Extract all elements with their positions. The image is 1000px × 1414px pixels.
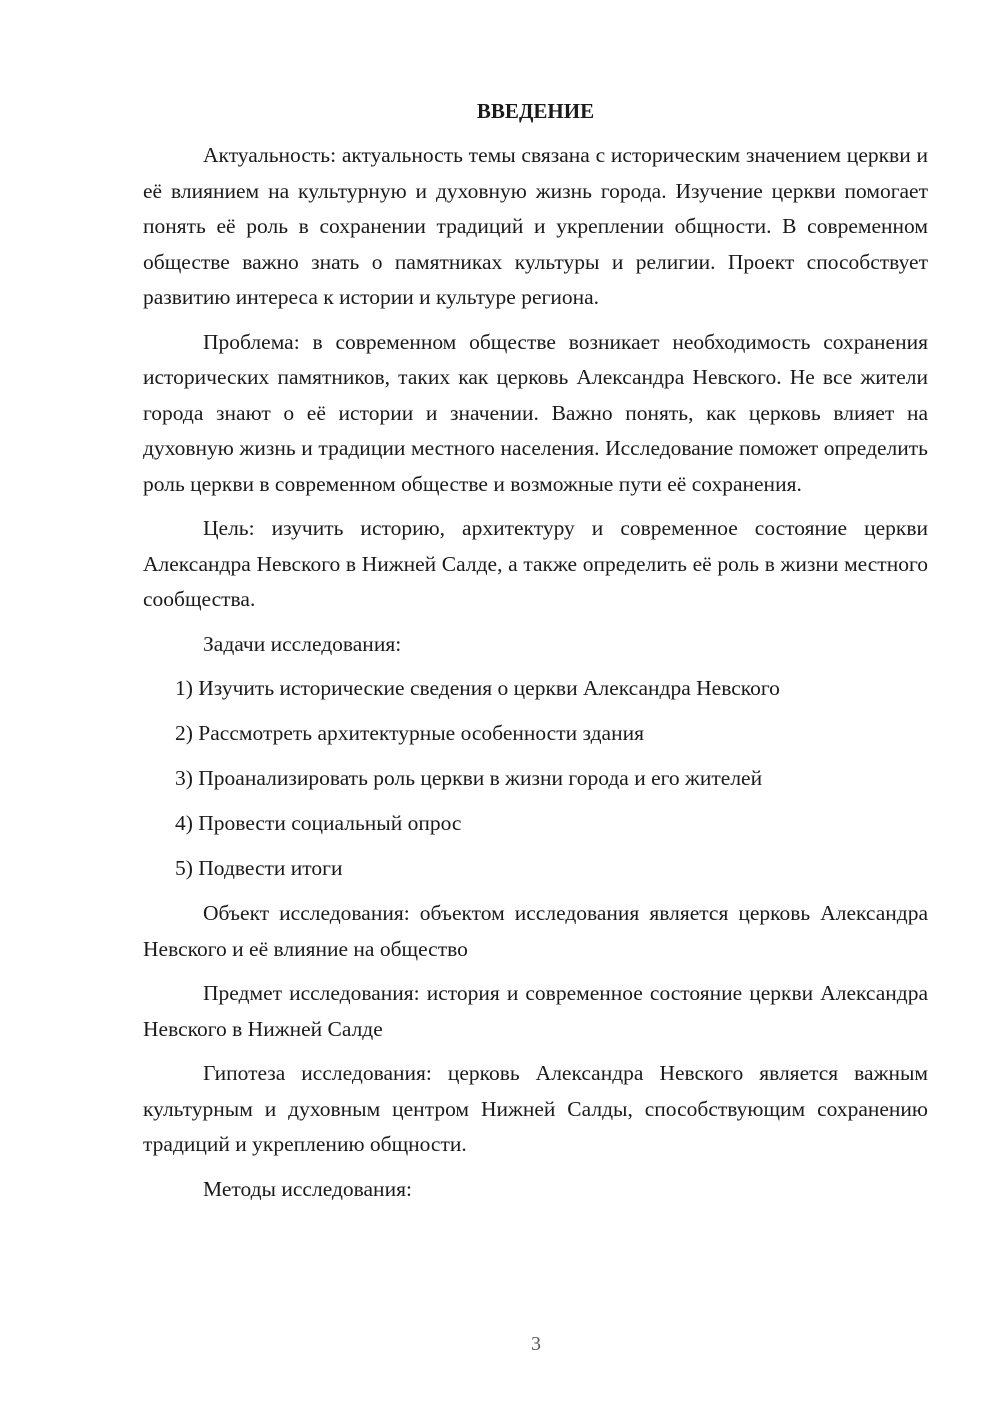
tasks-heading: Задачи исследования: bbox=[203, 631, 402, 656]
task-item-2: 2) Рассмотреть архитектурные особенности здания bbox=[175, 721, 644, 745]
page-title: ВВЕДЕНИЕ bbox=[476, 99, 595, 123]
object-paragraph: Объект исследования: объектом исследования является церковь Александра Невского и её влияние на общество bbox=[143, 901, 928, 961]
task-item-4: 4) Провести социальный опрос bbox=[175, 811, 462, 835]
hypothesis-paragraph: Гипотеза исследования: церковь Александра Невского является важным культурным и духовным центром Нижней Салды, способствующим сохранению традиций и укреплению общности. bbox=[143, 1061, 928, 1156]
task-item-1: 1) Изучить исторические сведения о церкви Александра Невского bbox=[175, 676, 780, 700]
page-number: 3 bbox=[531, 1333, 541, 1355]
goal-paragraph: Цель: изучить историю, архитектуру и современное состояние церкви Александра Невского в Нижней Салде, а также определить её роль в жизни местного сообщества. bbox=[143, 516, 928, 611]
task-item-5: 5) Подвести итоги bbox=[175, 856, 343, 880]
methods-heading: Методы исследования: bbox=[203, 1176, 412, 1201]
task-item-3: 3) Проанализировать роль церкви в жизни города и его жителей bbox=[175, 766, 763, 790]
relevance-paragraph: Актуальность: актуальность темы связана с историческим значением церкви и её влиянием на культурную и духовную жизнь города. Изучение церкви помогает понять её роль в сохранении традиций и укреплении общности. В современном обществе важно знать о памятниках культуры и религии. Проект способствует развитию интереса к истории и культуре региона. bbox=[143, 143, 928, 309]
tasks-list bbox=[143, 671, 928, 887]
document-page bbox=[143, 96, 928, 1216]
subject-paragraph: Предмет исследования: история и современное состояние церкви Александра Невского в Нижней Салде bbox=[143, 981, 928, 1041]
problem-paragraph: Проблема: в современном обществе возникает необходимость сохранения исторических памятников, таких как церковь Александра Невского. Не все жители города знают о её истории и значении. Важно понять, как церковь влияет на духовную жизнь и традиции местного населения. Исследование поможет определить роль церкви в современном обществе и возможные пути её сохранения. bbox=[143, 329, 928, 496]
